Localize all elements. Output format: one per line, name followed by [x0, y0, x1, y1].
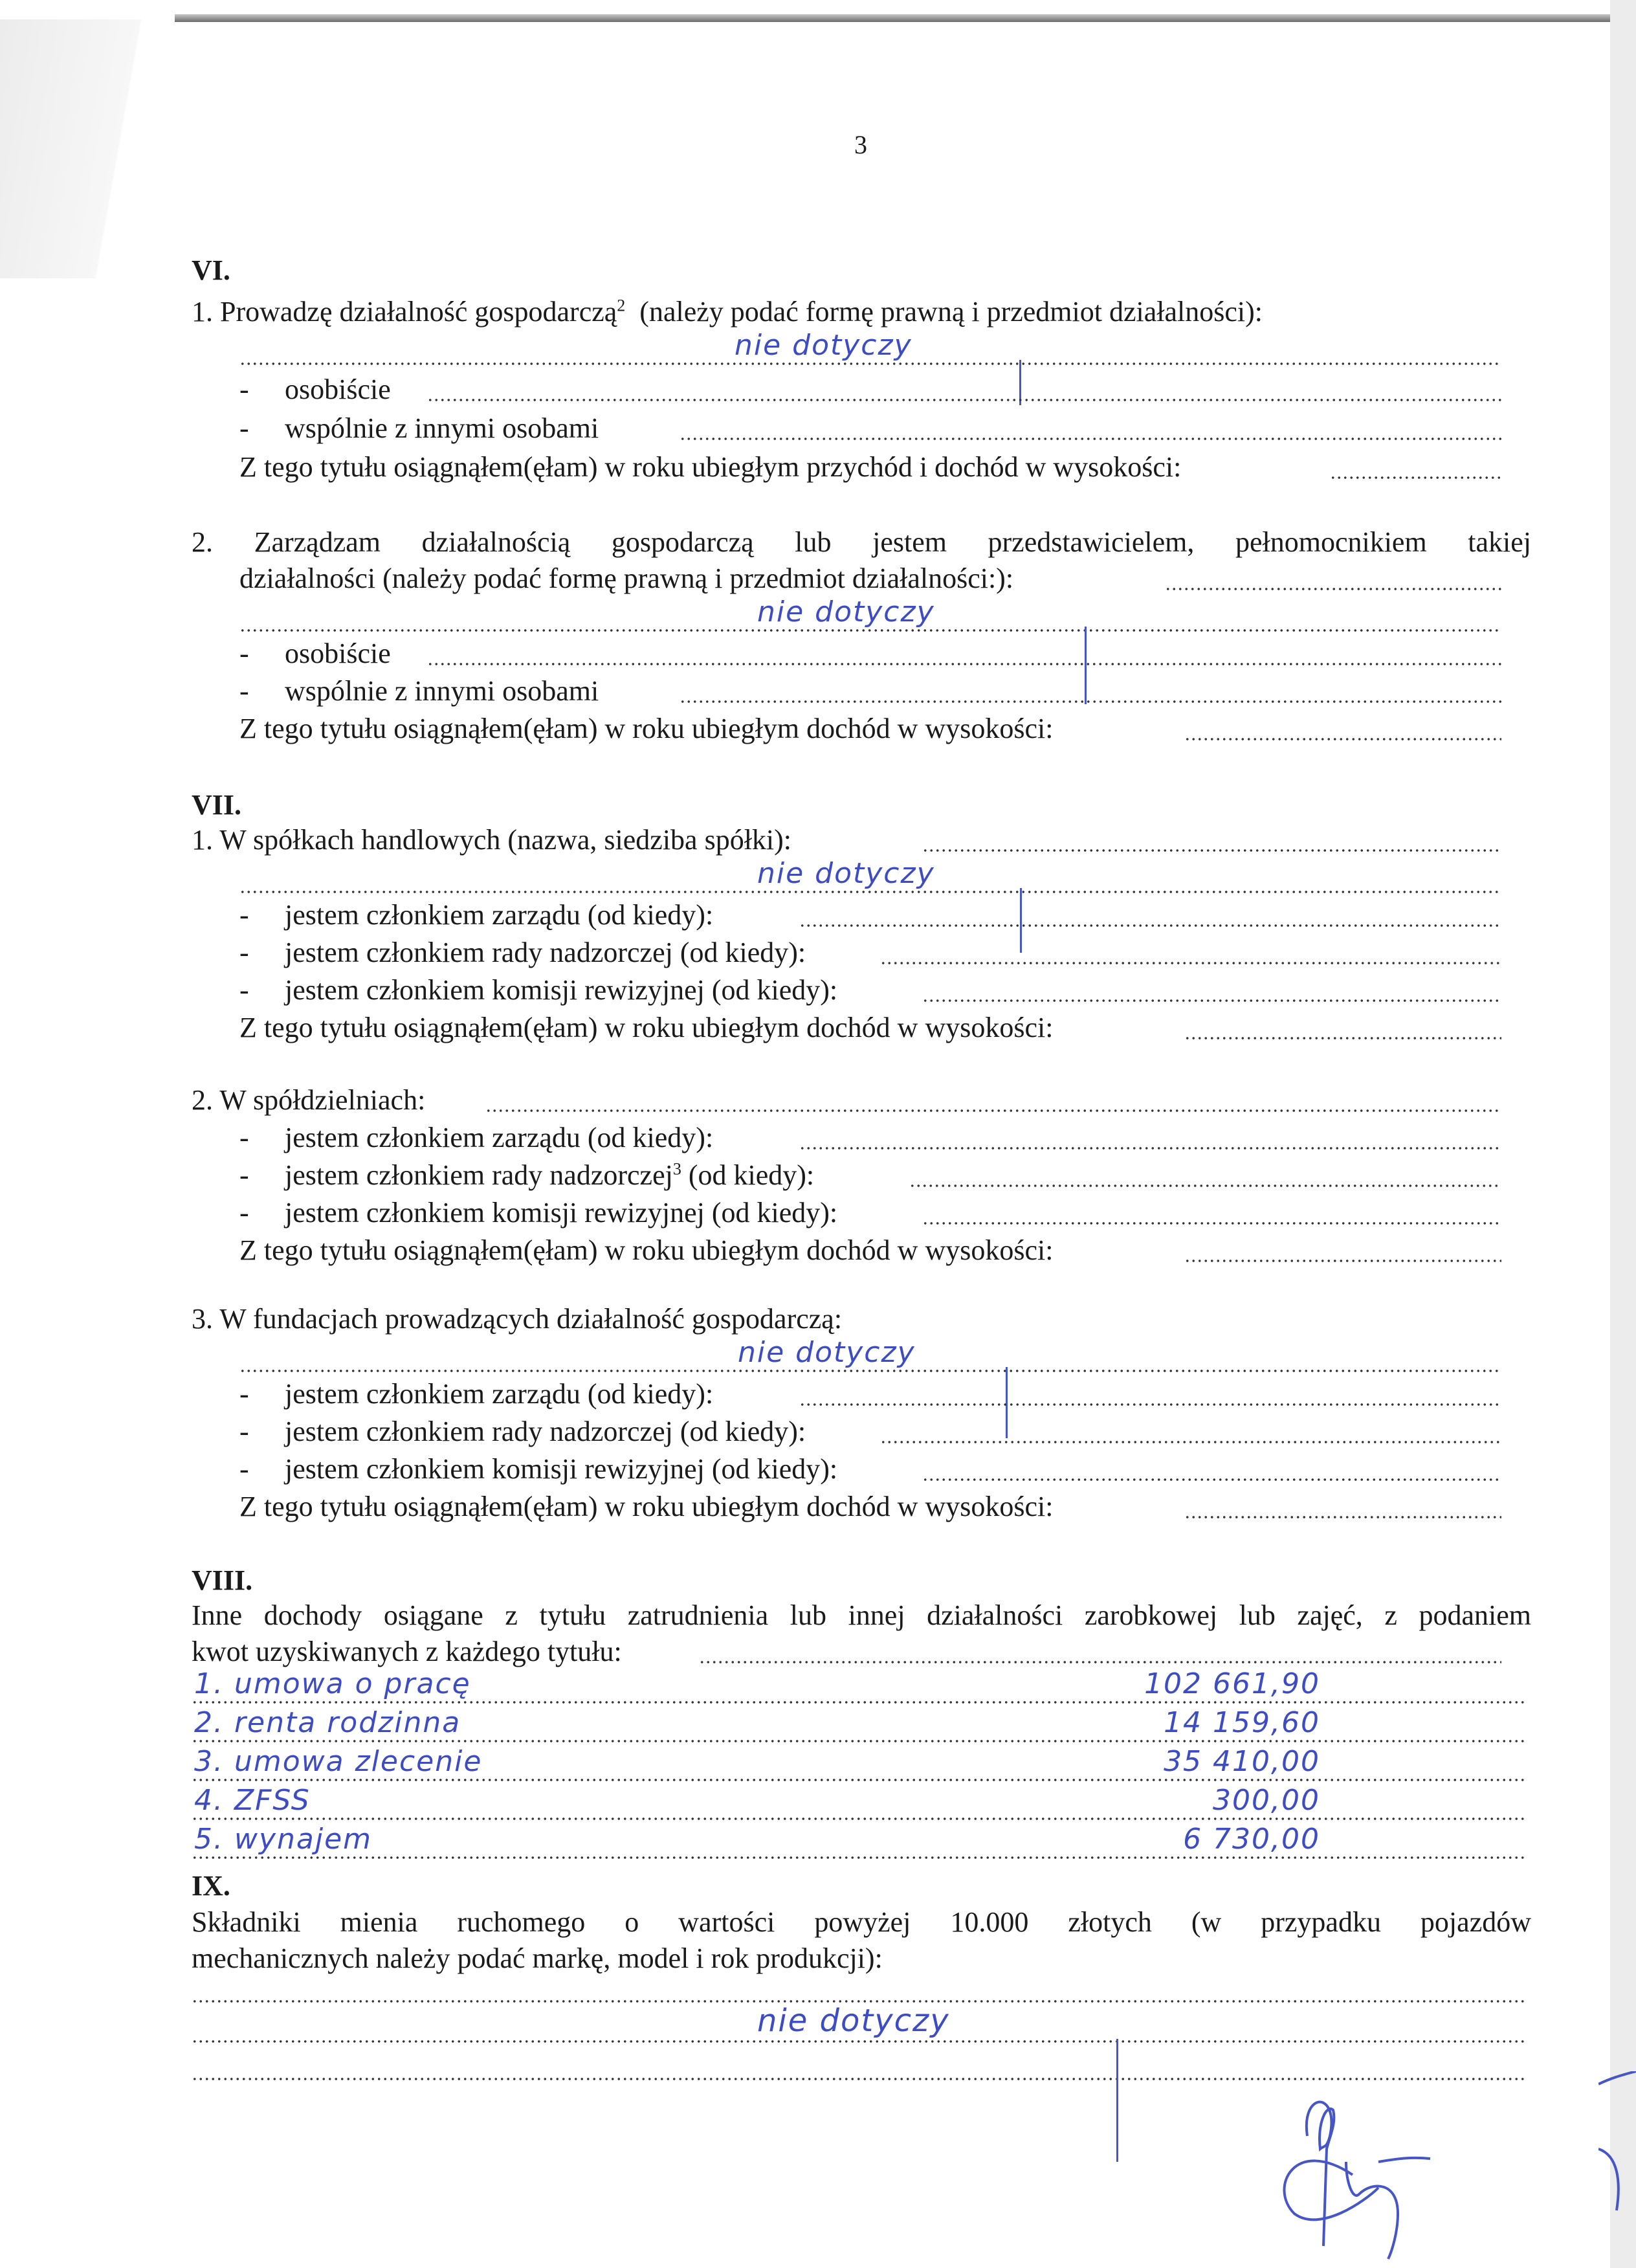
vii-1-board-label: jestem członkiem zarządu (od kiedy): — [285, 899, 714, 931]
vi-1-jointly-field[interactable] — [680, 438, 1501, 440]
vii-3-income-field[interactable] — [1184, 1516, 1501, 1518]
viii-entry-line[interactable] — [192, 1740, 1525, 1742]
vii-3-board-row: - jestem członkiem zarządu (od kiedy): — [239, 1378, 714, 1410]
vii-1-income-field[interactable] — [1184, 1037, 1501, 1040]
vi-2-text-line1: 2. Zarządzam działalnością gospodarczą lub jestem przedstawicielem, pełnomocnikiem takiej — [192, 526, 1531, 558]
vi-1-jointly-label: wspólnie z innymi osobami — [285, 412, 599, 444]
vii-1-supervisory-label: jestem członkiem rady nadzorczej (od kiedy): — [285, 937, 806, 968]
viii-text-line1: Inne dochody osiągane z tytułu zatrudnienia lub innej działalności zarobkowej lub zajęć, z podaniem — [192, 1599, 1531, 1631]
viii-text-line2: kwot uzyskiwanych z każdego tytułu: — [192, 1636, 622, 1667]
vi-2-jointly-field[interactable] — [680, 700, 1501, 703]
vii-2-income-field[interactable] — [1184, 1260, 1501, 1262]
section-ix-heading: IX. — [192, 1870, 230, 1902]
vii-2-supervisory-field[interactable] — [909, 1184, 1501, 1187]
vi-1-text-tail: (należy podać formę prawną i przedmiot działalności): — [639, 296, 1263, 328]
vii-3-supervisory-row: - jestem członkiem rady nadzorczej (od kiedy): — [239, 1416, 806, 1447]
vi-1-personally-label: osobiście — [285, 373, 391, 405]
vii-1-audit-field[interactable] — [922, 999, 1501, 1002]
vii-3-answer-line[interactable] — [239, 1370, 1501, 1372]
vi-1-jointly-row: - wspólnie z innymi osobami — [239, 412, 599, 444]
vi-2-income-label: Z tego tytułu osiągnąłem(ęłam) w roku ubiegłym dochód w wysokości: — [239, 713, 1054, 744]
vii-3-audit-field[interactable] — [922, 1478, 1501, 1481]
vi-2-jointly-row: - wspólnie z innymi osobami — [239, 675, 599, 707]
ix-text-line1: Składniki mienia ruchomego o wartości powyżej 10.000 złotych (w przypadku pojazdów — [192, 1906, 1531, 1938]
section-vii-heading: VII. — [192, 789, 242, 821]
vii-2-text: 2. W spółdzielniach: — [192, 1084, 426, 1116]
footnote-ref: 2 — [617, 296, 626, 315]
footnote-ref: 3 — [672, 1159, 681, 1179]
viii-entry-line[interactable] — [192, 1701, 1525, 1704]
section-vi-heading: VI. — [192, 254, 230, 286]
vii-3-supervisory-label: jestem członkiem rady nadzorczej (od kiedy): — [285, 1416, 806, 1447]
ink-stroke — [1116, 2039, 1118, 2162]
ink-stroke — [1006, 1367, 1008, 1438]
ix-answer-line-3[interactable] — [192, 2078, 1525, 2080]
ink-stroke — [1085, 627, 1087, 704]
ix-handwritten-answer: nie dotyczy — [757, 2003, 950, 2039]
viii-entry-label: 4. ZFSS — [194, 1784, 311, 1817]
vi-2-handwritten-answer: nie dotyczy — [757, 595, 935, 628]
viii-entry-label: 2. renta rodzinna — [194, 1706, 461, 1739]
vi-2-personally-row: - osobiście — [239, 638, 391, 669]
page-number: 3 — [854, 130, 867, 159]
vii-2-supervisory-tail: (od kiedy): — [688, 1159, 815, 1191]
vii-1-text: 1. W spółkach handlowych (nazwa, siedziba spółki): — [192, 824, 792, 856]
vii-1-audit-label: jestem członkiem komisji rewizyjnej (od kiedy): — [285, 974, 838, 1006]
vii-3-board-label: jestem członkiem zarządu (od kiedy): — [285, 1378, 714, 1410]
vii-3-text: 3. W fundacjach prowadzących działalność gospodarczą: — [192, 1303, 843, 1335]
vii-2-board-field[interactable] — [799, 1147, 1501, 1150]
vii-1-supervisory-row: - jestem członkiem rady nadzorczej (od kiedy): — [239, 937, 806, 968]
viii-entry-amount: 35 410,00 — [1164, 1745, 1320, 1778]
vii-2-audit-field[interactable] — [922, 1222, 1501, 1225]
signature-image — [1268, 2084, 1463, 2265]
vii-2-supervisory-label: jestem członkiem rady nadzorczej — [285, 1159, 673, 1191]
viii-entry-amount: 14 159,60 — [1164, 1706, 1320, 1739]
vi-2-jointly-label: wspólnie z innymi osobami — [285, 675, 599, 707]
vii-1-answer-line[interactable] — [239, 891, 1501, 893]
margin-ink-mark — [1598, 2071, 1636, 2214]
viii-entry-label: 5. wynajem — [194, 1823, 372, 1856]
vi-2-personally-label: osobiście — [285, 638, 391, 669]
viii-entry-line[interactable] — [192, 1779, 1525, 1781]
vi-1-personally-field[interactable] — [427, 399, 1501, 401]
vi-1-handwritten-answer: nie dotyczy — [735, 329, 912, 362]
vi-2-form-field[interactable] — [1165, 588, 1501, 590]
viii-entry-line[interactable] — [192, 1818, 1525, 1820]
viii-entry-line[interactable] — [192, 1856, 1525, 1859]
vii-3-income-label: Z tego tytułu osiągnąłem(ęłam) w roku ubiegłym dochód w wysokości: — [239, 1491, 1054, 1522]
ink-stroke — [1020, 888, 1022, 953]
vii-3-board-field[interactable] — [799, 1403, 1501, 1406]
vii-1-income-label: Z tego tytułu osiągnąłem(ęłam) w roku ubiegłym dochód w wysokości: — [239, 1012, 1054, 1043]
vii-1-supervisory-field[interactable] — [880, 962, 1501, 964]
viii-entry-amount: 102 661,90 — [1144, 1667, 1320, 1700]
vii-1-handwritten-answer: nie dotyczy — [757, 857, 935, 890]
vi-1-personally-row: - osobiście — [239, 373, 391, 405]
viii-entry-label: 1. umowa o pracę — [194, 1667, 471, 1700]
vii-3-handwritten-answer: nie dotyczy — [738, 1336, 916, 1369]
scan-edge-left — [0, 19, 188, 278]
scan-edge-right — [1610, 0, 1636, 2268]
vi-1-title — [192, 295, 1263, 329]
vi-2-personally-field[interactable] — [427, 663, 1501, 665]
vi-2-answer-line[interactable] — [239, 629, 1501, 632]
vii-1-company-field[interactable] — [922, 849, 1501, 852]
vi-1-text: 1. Prowadzę działalność gospodarczą — [192, 296, 617, 328]
ix-answer-line-2[interactable] — [192, 2040, 1525, 2043]
vii-2-board-label: jestem członkiem zarządu (od kiedy): — [285, 1122, 714, 1153]
vi-1-answer-line[interactable] — [239, 362, 1501, 365]
vii-1-board-field[interactable] — [799, 924, 1501, 927]
vii-2-cooperative-field[interactable] — [485, 1109, 1501, 1112]
vii-2-income-label: Z tego tytułu osiągnąłem(ęłam) w roku ubiegłym dochód w wysokości: — [239, 1234, 1054, 1266]
vii-2-supervisory-row: - jestem członkiem rady nadzorczej$^3$ (od kiedy): — [239, 1159, 815, 1191]
vii-1-audit-row: - jestem członkiem komisji rewizyjnej (od kiedy): — [239, 974, 838, 1006]
viii-entry-amount: 300,00 — [1213, 1784, 1320, 1817]
vi-2-text-line2: działalności (należy podać formę prawną i przedmiot działalności:): — [239, 562, 1014, 594]
vi-1-income-field[interactable] — [1330, 476, 1501, 479]
scan-edge-shadow — [175, 14, 1611, 22]
viii-entry-label: 3. umowa zlecenie — [194, 1745, 483, 1778]
ix-text-line2: mechanicznych należy podać markę, model i rok produkcji): — [192, 1942, 883, 1974]
vii-2-audit-label: jestem członkiem komisji rewizyjnej (od kiedy): — [285, 1197, 838, 1228]
vi-1-income-label: Z tego tytułu osiągnąłem(ęłam) w roku ubiegłym przychód i dochód w wysokości: — [239, 451, 1182, 483]
vii-2-audit-row: - jestem członkiem komisji rewizyjnej (od kiedy): — [239, 1197, 838, 1228]
vii-3-audit-label: jestem członkiem komisji rewizyjnej (od kiedy): — [285, 1453, 838, 1485]
vii-3-supervisory-field[interactable] — [880, 1441, 1501, 1443]
vi-2-income-field[interactable] — [1184, 738, 1501, 740]
vii-1-board-row: - jestem członkiem zarządu (od kiedy): — [239, 899, 714, 931]
viii-entry-amount: 6 730,00 — [1183, 1823, 1320, 1856]
viii-amount-field[interactable] — [699, 1661, 1501, 1663]
section-viii-heading: VIII. — [192, 1564, 253, 1596]
vii-3-audit-row: - jestem członkiem komisji rewizyjnej (od kiedy): — [239, 1453, 838, 1485]
vii-2-board-row: - jestem członkiem zarządu (od kiedy): — [239, 1122, 714, 1153]
